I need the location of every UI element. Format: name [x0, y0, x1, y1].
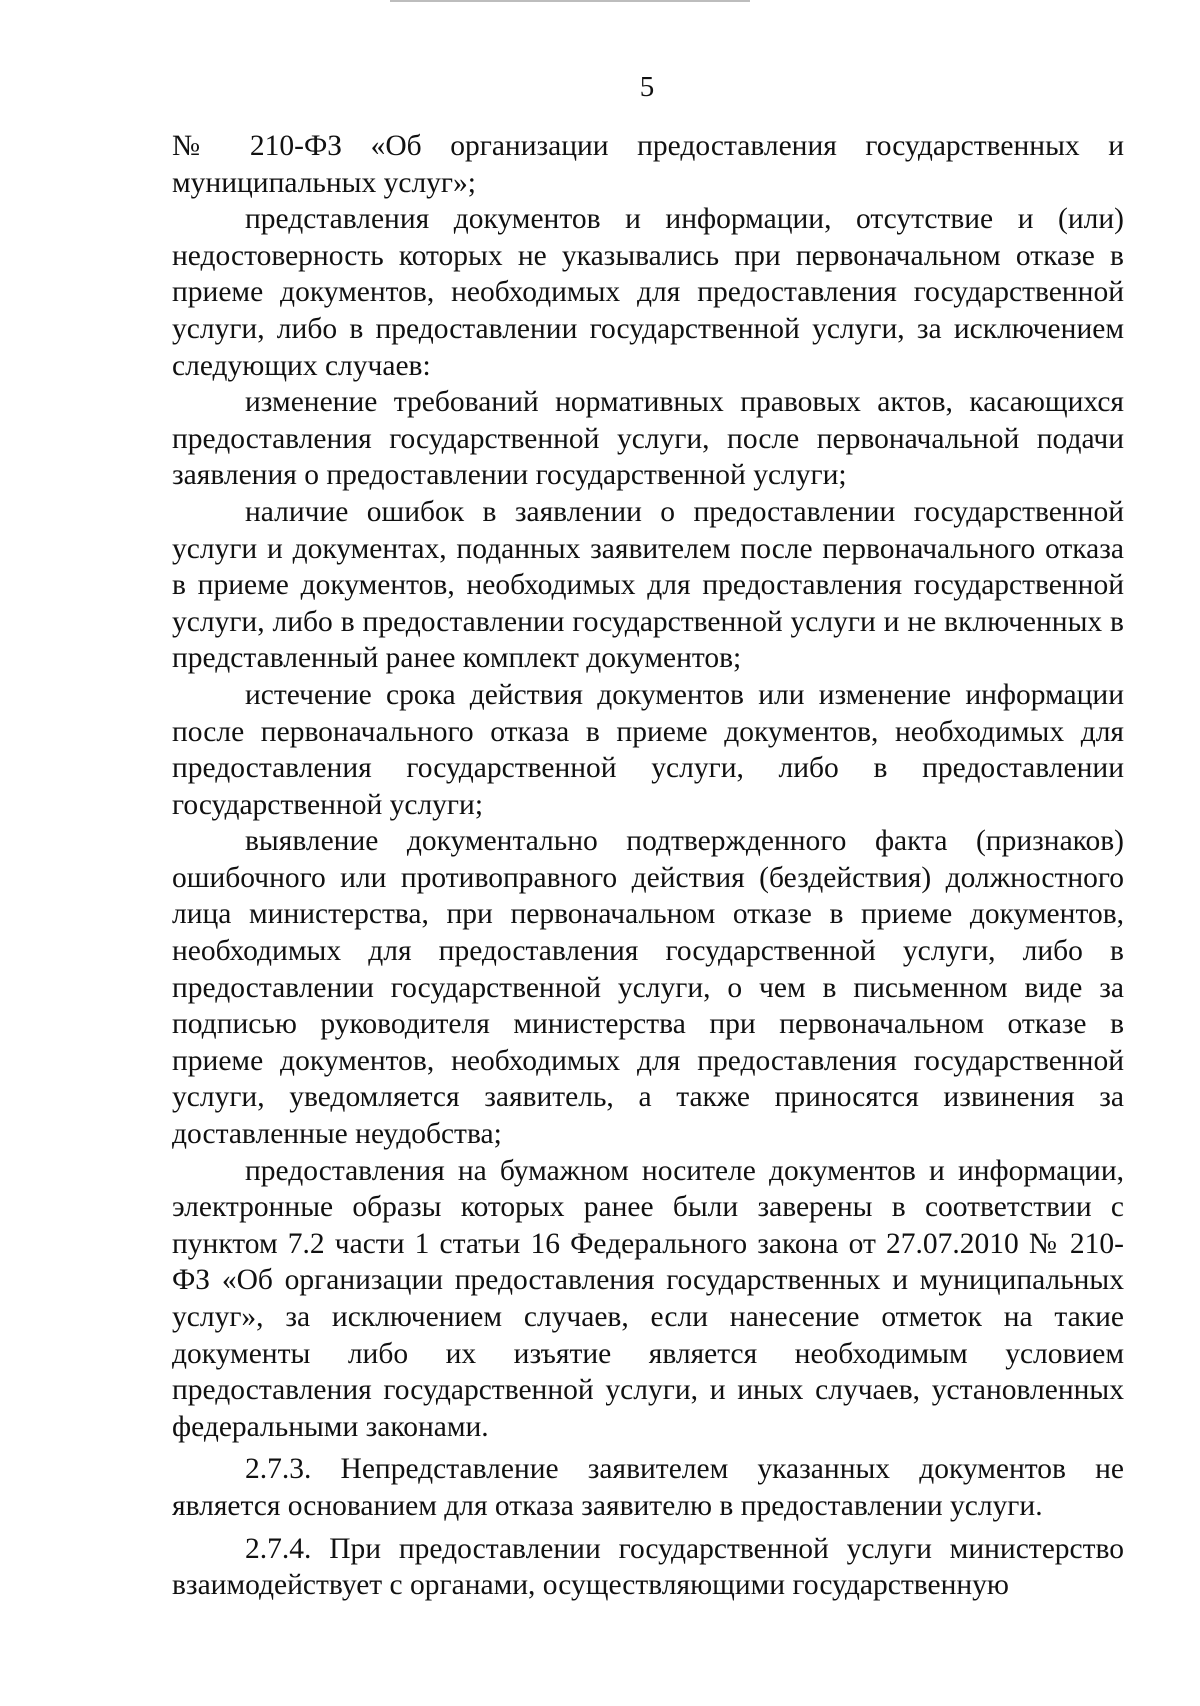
paragraph-section-2-7-4: 2.7.4. При предоставлении государственной услуги министерство взаимодействует с органами, осуществляющими государственную — [172, 1532, 1124, 1602]
paragraph-validity-expiration: истечение срока действия документов или изменение информации после первоначального отказа в приеме документов, необходимых для предоставления государственной услуги, либо в предоставлении государственной услуги; — [172, 678, 1124, 821]
paragraph-documents-information: представления документов и информации, отсутствие и (или) недостоверность которых не указывались при первоначальном отказе в приеме документов, необходимых для предоставления государственной услуги, либо в предоставлении государственной услуги, за исключением следующих случаев: — [172, 203, 1124, 382]
paragraph-paper-documents: предоставления на бумажном носителе документов и информации, электронные образы которых ранее были заверены в соответствии с пунктом 7.2 части 1 статьи 16 Федерального закона от 27.07.2010 № 210-ФЗ «Об организации предоставления государственных и муниципальных услуг», за исключением случаев, если нанесение отметок на такие документы либо их изъятие является необходимым условием предоставления государственной услуги, и иных случаев, установленных федеральными законами. — [172, 1154, 1124, 1443]
document-body — [172, 128, 1124, 1604]
paragraph-errors-in-application: наличие ошибок в заявлении о предоставлении государственной услуги и документах, поданных заявителем после первоначального отказа в приеме документов, необходимых для предоставления государственной услуги, либо в предоставлении государственной услуги и не включенных в представленный ранее комплект документов; — [172, 495, 1124, 675]
scan-edge-mark — [390, 0, 750, 2]
paragraph-law-reference: № 210-ФЗ «Об организации предоставления государственных и муниципальных услуг»; — [172, 130, 1124, 199]
page-number: 5 — [639, 71, 655, 103]
paragraph-section-2-7-3: 2.7.3. Непредставление заявителем указанных документов не является основанием для отказа заявителю в предоставлении услуги. — [172, 1453, 1124, 1522]
paragraph-requirements-change: изменение требований нормативных правовых актов, касающихся предоставления государственной услуги, после первоначальной подачи заявления о предоставлении государственной услуги; — [172, 386, 1124, 492]
paragraph-official-error: выявление документально подтвержденного факта (признаков) ошибочного или противоправного действия (бездействия) должностного лица министерства, при первоначальном отказе в приеме документов, необходимых для предоставления государственной услуги, либо в предоставлении государственной услуги, о чем в письменном виде за подписью руководителя министерства при первоначальном отказе в приеме документов, необходимых для предоставления государственной услуги, уведомляется заявитель, а также приносятся извинения за доставленные неудобства; — [172, 825, 1124, 1151]
